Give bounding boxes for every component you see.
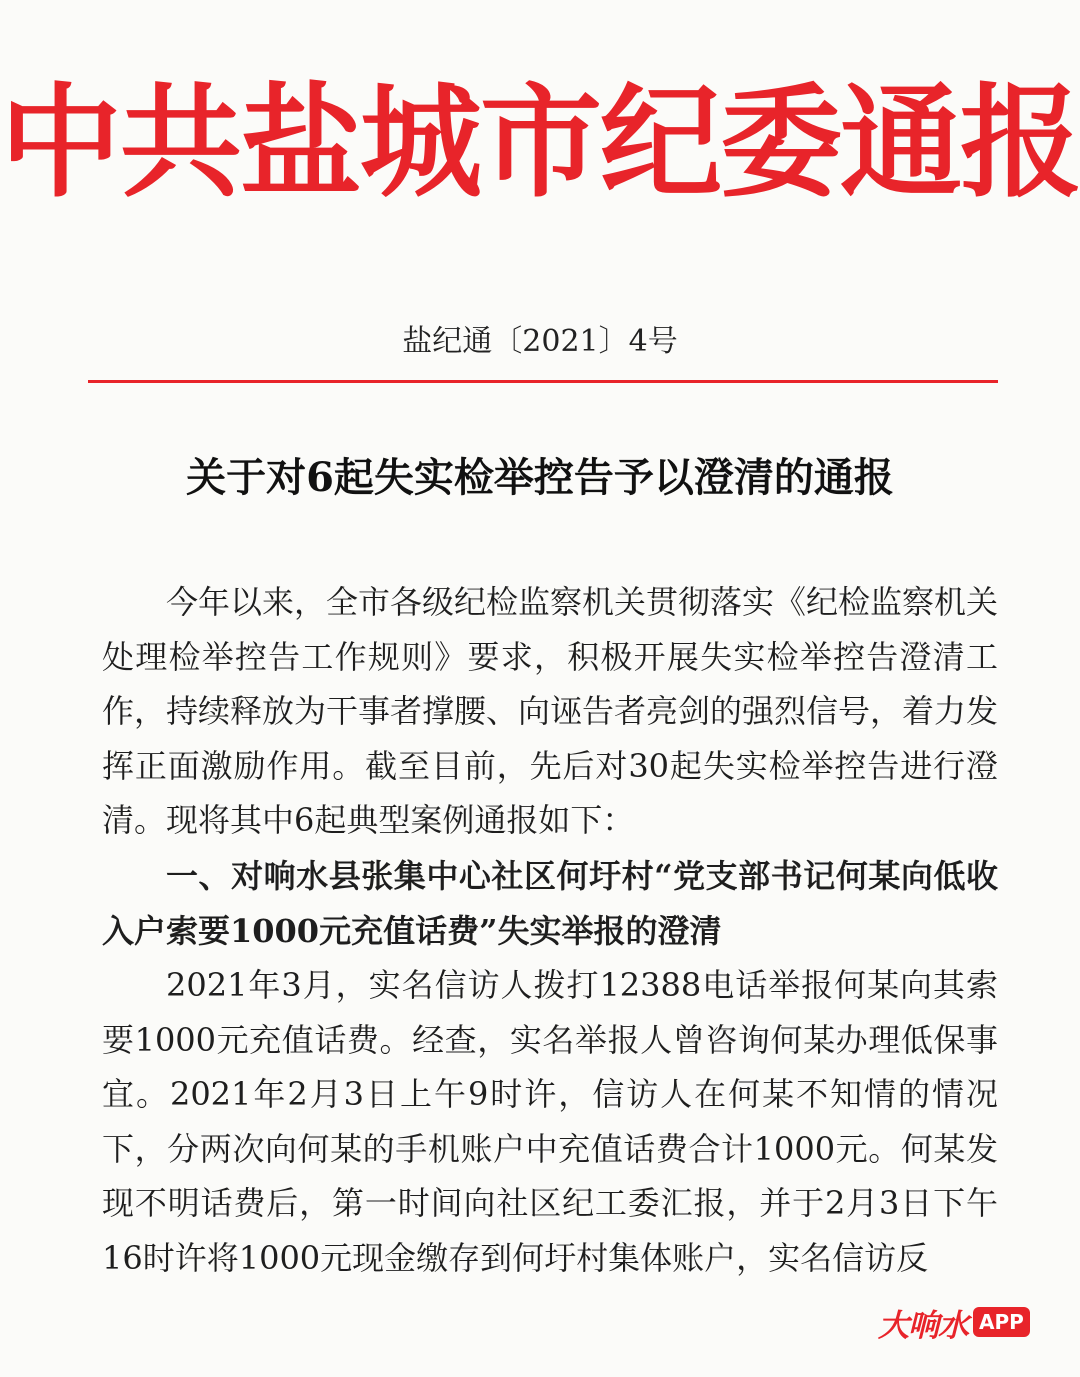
section-heading-1: 一、对响水县张集中心社区何圩村“党支部书记何某向低收入户索要1000元充值话费”失实举报的澄清 xyxy=(102,857,998,950)
app-watermark-logo xyxy=(878,1305,1030,1344)
document-number: 盐纪通〔2021〕4号 xyxy=(402,324,678,359)
red-divider xyxy=(88,380,998,383)
intro-paragraph: 今年以来，全市各级纪检监察机关贯彻落实《纪检监察机关处理检举控告工作规则》要求，积极开展失实检举控告澄清工作，持续释放为干事者撑腰、向诬告者亮剑的强烈信号，着力发挥正面激励作用。截至目前，先后对30起失实检举控告进行澄清。现将其中6起典型案例通报如下： xyxy=(102,583,999,840)
document-title: 关于对6起失实检举控告予以澄清的通报 xyxy=(186,454,894,501)
watermark-brand-text: 大响水 xyxy=(878,1307,968,1344)
masthead-title: 中共盐城市纪委通报 xyxy=(0,70,1080,214)
case-1-paragraph: 2021年3月，实名信访人拨打12388电话举报何某向其索要1000元充值话费。经查，实名举报人曾咨询何某办理低保事宜。2021年2月3日上午9时许，信访人在何某不知情的情况下，分两次向何某的手机账户中充值话费合计1000元。何某发现不明话费后，第一时间向社区纪工委汇报，并于2月3日下午16时许将1000元现金缴存到何圩村集体账户，实名信访反 xyxy=(102,966,998,1277)
watermark-app-badge: APP xyxy=(973,1307,1030,1337)
